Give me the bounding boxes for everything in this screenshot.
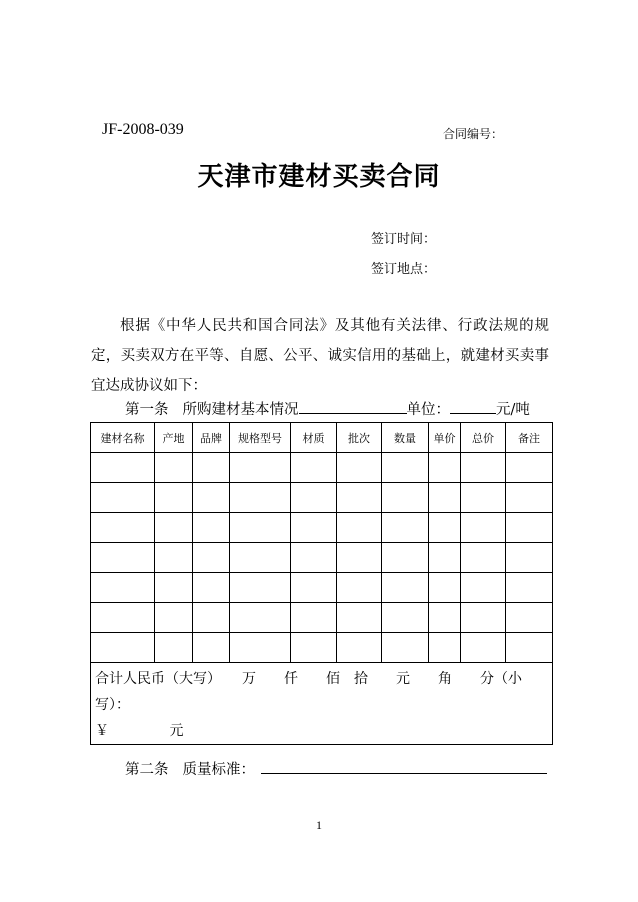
table-cell bbox=[91, 543, 155, 573]
signing-place-label: 签订地点： bbox=[371, 262, 437, 277]
table-cell bbox=[193, 543, 230, 573]
table-cell bbox=[155, 543, 193, 573]
table-cell bbox=[155, 603, 193, 633]
table-cell bbox=[91, 603, 155, 633]
table-cell bbox=[429, 483, 461, 513]
table-cell bbox=[506, 543, 553, 573]
page-number: 1 bbox=[316, 818, 322, 832]
column-header: 数量 bbox=[382, 423, 429, 453]
total-amount-words: 合计人民币（大写） 万 仟 佰 拾 元 角 分（小写）： bbox=[95, 671, 522, 713]
table-row bbox=[91, 513, 553, 543]
article-2-text: 质量标准： bbox=[182, 762, 255, 778]
table-cell bbox=[91, 513, 155, 543]
table-cell bbox=[193, 603, 230, 633]
table-cell bbox=[461, 573, 506, 603]
document-title: 天津市建材买卖合同 bbox=[197, 162, 441, 192]
intro-paragraph: 根据《中华人民共和国合同法》及其他有关法律、行政法规的规定，买卖双方在平等、自愿、公平、诚实信用的基础上，就建材买卖事宜达成协议如下： bbox=[91, 318, 549, 394]
material-info-blank bbox=[299, 399, 407, 414]
table-cell bbox=[429, 573, 461, 603]
column-header: 品牌 bbox=[193, 423, 230, 453]
unit-label: 单位： bbox=[406, 402, 450, 418]
column-header: 规格型号 bbox=[230, 423, 291, 453]
table-header-row bbox=[91, 423, 553, 453]
table-cell bbox=[155, 453, 193, 483]
article-2 bbox=[125, 758, 547, 779]
table-row bbox=[91, 633, 553, 663]
table-cell bbox=[193, 633, 230, 663]
table-row bbox=[91, 603, 553, 633]
table-cell bbox=[506, 633, 553, 663]
table-cell bbox=[230, 573, 291, 603]
table-cell bbox=[382, 543, 429, 573]
signing-time-label: 签订时间： bbox=[371, 232, 437, 247]
column-header: 批次 bbox=[337, 423, 382, 453]
table-cell bbox=[337, 543, 382, 573]
table-cell bbox=[291, 633, 337, 663]
table-cell bbox=[155, 573, 193, 603]
table-cell bbox=[506, 453, 553, 483]
table-cell bbox=[230, 513, 291, 543]
table-cell bbox=[382, 483, 429, 513]
table-cell bbox=[291, 513, 337, 543]
table-row bbox=[91, 573, 553, 603]
article-1-label: 第一条 bbox=[125, 402, 169, 418]
table-row bbox=[91, 453, 553, 483]
table-cell bbox=[429, 513, 461, 543]
table-cell bbox=[193, 573, 230, 603]
table-cell bbox=[91, 483, 155, 513]
table-cell bbox=[461, 453, 506, 483]
table-cell bbox=[429, 633, 461, 663]
table-cell bbox=[429, 603, 461, 633]
column-header: 备注 bbox=[506, 423, 553, 453]
table-cell bbox=[230, 483, 291, 513]
table-cell bbox=[382, 513, 429, 543]
table-cell bbox=[291, 543, 337, 573]
table-cell bbox=[230, 633, 291, 663]
table-cell bbox=[155, 513, 193, 543]
table-cell bbox=[291, 573, 337, 603]
table-cell bbox=[337, 483, 382, 513]
total-cell bbox=[91, 663, 553, 745]
table-cell bbox=[429, 543, 461, 573]
table-cell bbox=[193, 453, 230, 483]
table-cell bbox=[337, 603, 382, 633]
table-cell bbox=[193, 513, 230, 543]
table-cell bbox=[506, 573, 553, 603]
table-cell bbox=[461, 633, 506, 663]
article-2-label: 第二条 bbox=[125, 762, 169, 778]
table-cell bbox=[382, 633, 429, 663]
table-cell bbox=[506, 603, 553, 633]
table-cell bbox=[461, 513, 506, 543]
table-cell bbox=[230, 453, 291, 483]
table-cell bbox=[91, 453, 155, 483]
article-1 bbox=[125, 398, 530, 419]
table-cell bbox=[337, 453, 382, 483]
table-row bbox=[91, 483, 553, 513]
table-cell bbox=[230, 543, 291, 573]
table-cell bbox=[382, 603, 429, 633]
table-cell bbox=[337, 633, 382, 663]
column-header: 单价 bbox=[429, 423, 461, 453]
contract-number-label: 合同编号： bbox=[443, 127, 504, 141]
unit-suffix: 元/吨 bbox=[496, 402, 530, 418]
article-1-text: 所购建材基本情况 bbox=[182, 402, 299, 418]
table-cell bbox=[461, 543, 506, 573]
table-cell bbox=[155, 633, 193, 663]
table-cell bbox=[429, 453, 461, 483]
table-cell bbox=[382, 453, 429, 483]
table-cell bbox=[230, 603, 291, 633]
table-cell bbox=[337, 513, 382, 543]
table-cell bbox=[382, 573, 429, 603]
column-header: 产地 bbox=[155, 423, 193, 453]
table-cell bbox=[91, 573, 155, 603]
table-cell bbox=[506, 513, 553, 543]
table-cell bbox=[291, 453, 337, 483]
total-row bbox=[91, 663, 553, 745]
materials-table bbox=[90, 422, 553, 745]
table-cell bbox=[155, 483, 193, 513]
document-code: JF-2008-039 bbox=[102, 121, 184, 138]
column-header: 建材名称 bbox=[91, 423, 155, 453]
table-row bbox=[91, 543, 553, 573]
table-cell bbox=[506, 483, 553, 513]
table-cell bbox=[461, 603, 506, 633]
quality-standard-blank bbox=[261, 759, 547, 774]
table-cell bbox=[337, 573, 382, 603]
column-header: 材质 bbox=[291, 423, 337, 453]
table-cell bbox=[461, 483, 506, 513]
table-cell bbox=[91, 633, 155, 663]
table-cell bbox=[193, 483, 230, 513]
table-cell bbox=[291, 483, 337, 513]
column-header: 总价 bbox=[461, 423, 506, 453]
unit-price-blank bbox=[450, 399, 496, 414]
total-amount-figure: ￥ 元 bbox=[95, 723, 184, 739]
table-cell bbox=[291, 603, 337, 633]
